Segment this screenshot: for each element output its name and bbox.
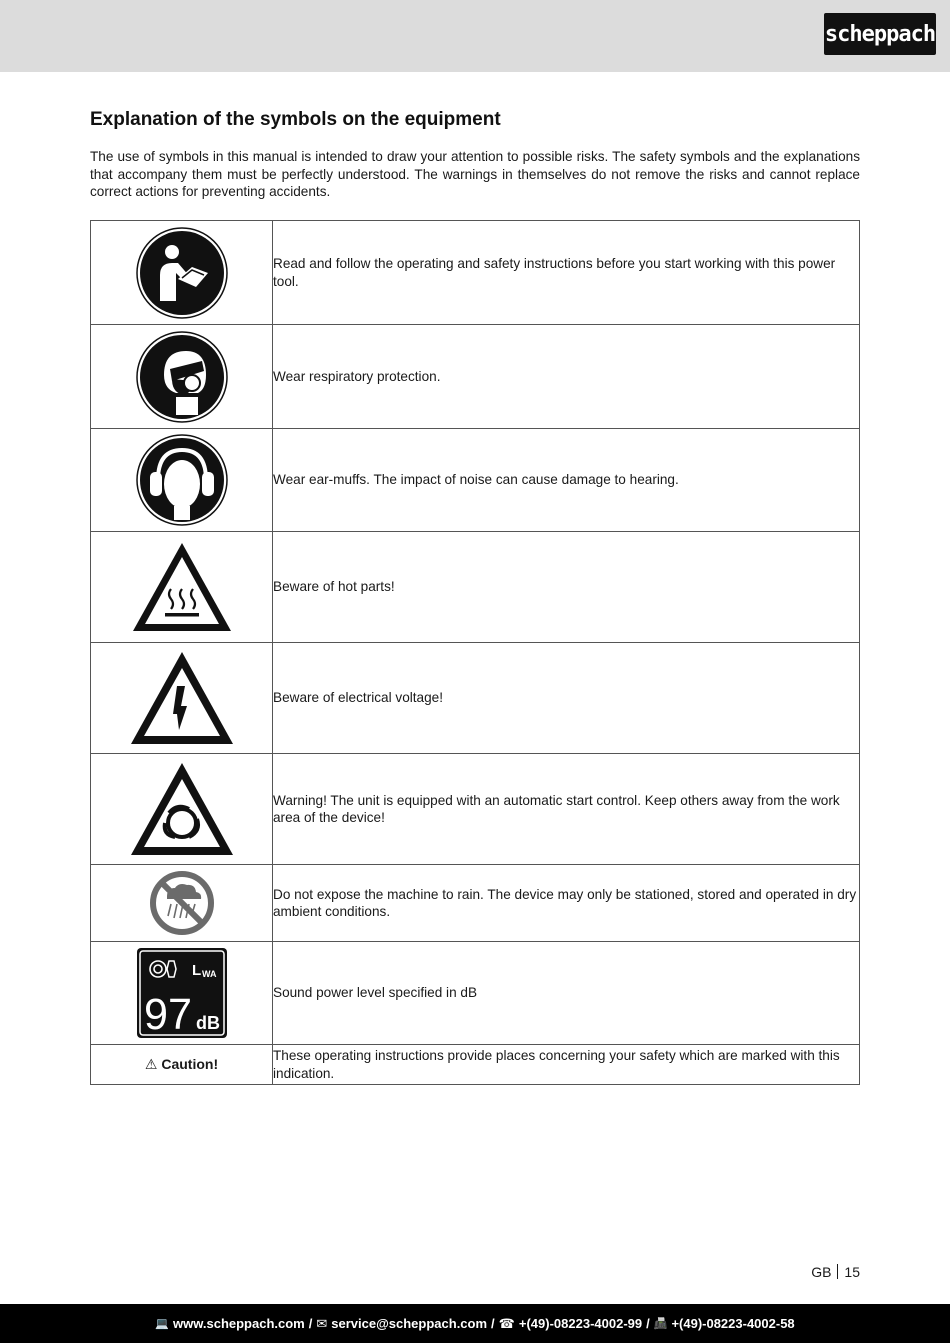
table-row xyxy=(91,1045,860,1085)
sound-level-unit: dB xyxy=(195,1013,220,1033)
symbol-description: Beware of electrical voltage! xyxy=(273,643,860,754)
icon-cell xyxy=(91,429,273,532)
footer-separator: / xyxy=(646,1316,650,1331)
phone-icon: ☎ xyxy=(498,1315,515,1331)
page-number-divider xyxy=(837,1264,838,1279)
language-code: GB xyxy=(811,1264,832,1280)
symbol-description: Warning! The unit is equipped with an automatic start control. Keep others away from the work area of the device! xyxy=(273,754,860,865)
symbol-description: Do not expose the machine to rain. The device may only be stationed, stored and operated in dry ambient conditions. xyxy=(273,865,860,942)
intro-paragraph: The use of symbols in this manual is intended to draw your attention to possible risks. The safety symbols and the explanations that accompany them must be perfectly understood. The warnings in themselves do not remove the risks and cannot replace correct actions for preventing accidents. xyxy=(90,149,860,199)
header-bar xyxy=(0,0,950,72)
icon-cell xyxy=(91,643,273,754)
footer-separator: / xyxy=(491,1316,495,1331)
icon-cell xyxy=(91,942,273,1045)
respirator-icon xyxy=(136,331,228,423)
symbol-description: Sound power level specified in dB xyxy=(273,942,860,1045)
ear-muffs-icon xyxy=(136,434,228,526)
symbol-description: Wear respiratory protection. xyxy=(273,325,860,429)
symbol-description: These operating instructions provide places concerning your safety which are marked with this indication. xyxy=(273,1045,860,1085)
icon-cell xyxy=(91,865,273,942)
footer-phone: +(49)-08223-4002-99 xyxy=(518,1316,643,1331)
footer-website[interactable]: www.scheppach.com xyxy=(173,1316,305,1331)
footer-bar xyxy=(0,1304,950,1343)
page-title: Explanation of the symbols on the equipment xyxy=(90,109,501,130)
footer-separator: / xyxy=(308,1316,313,1331)
read-manual-icon xyxy=(136,227,228,319)
fax-icon: 📠 xyxy=(653,1318,668,1330)
caution-label: Caution! xyxy=(161,1056,219,1072)
table-row xyxy=(91,865,860,942)
warning-triangle-icon: ⚠ xyxy=(144,1056,158,1072)
table-row xyxy=(91,325,860,429)
sound-level-label: L xyxy=(191,962,201,979)
page-number-value: 15 xyxy=(844,1264,860,1280)
hot-surface-warning-icon xyxy=(129,539,235,635)
symbol-description: Wear ear-muffs. The impact of noise can cause damage to hearing. xyxy=(273,429,860,532)
sound-level-value: 97 xyxy=(143,990,192,1039)
symbol-description: Read and follow the operating and safety instructions before you start working with this power tool. xyxy=(273,221,860,325)
icon-cell xyxy=(91,532,273,643)
symbol-description: Beware of hot parts! xyxy=(273,532,860,643)
footer-fax: +(49)-08223-4002-58 xyxy=(671,1316,795,1331)
table-row xyxy=(91,429,860,532)
sound-level-label-sub: WA xyxy=(201,969,216,979)
table-row xyxy=(91,221,860,325)
mail-icon: ✉ xyxy=(316,1315,328,1331)
brand-logo: scheppach xyxy=(824,13,936,55)
no-rain-icon xyxy=(149,870,215,936)
symbols-table xyxy=(90,220,860,1085)
footer-email[interactable]: service@scheppach.com xyxy=(331,1316,488,1331)
laptop-icon: 💻 xyxy=(155,1318,170,1330)
table-row xyxy=(91,643,860,754)
page-number xyxy=(811,1264,860,1280)
table-row xyxy=(91,754,860,865)
automatic-start-warning-icon xyxy=(127,759,237,859)
electrical-voltage-warning-icon xyxy=(127,648,237,748)
table-row xyxy=(91,942,860,1045)
table-row xyxy=(91,532,860,643)
icon-cell xyxy=(91,754,273,865)
caution-cell xyxy=(91,1045,273,1085)
sound-power-level-icon xyxy=(136,947,228,1039)
icon-cell xyxy=(91,325,273,429)
icon-cell xyxy=(91,221,273,325)
